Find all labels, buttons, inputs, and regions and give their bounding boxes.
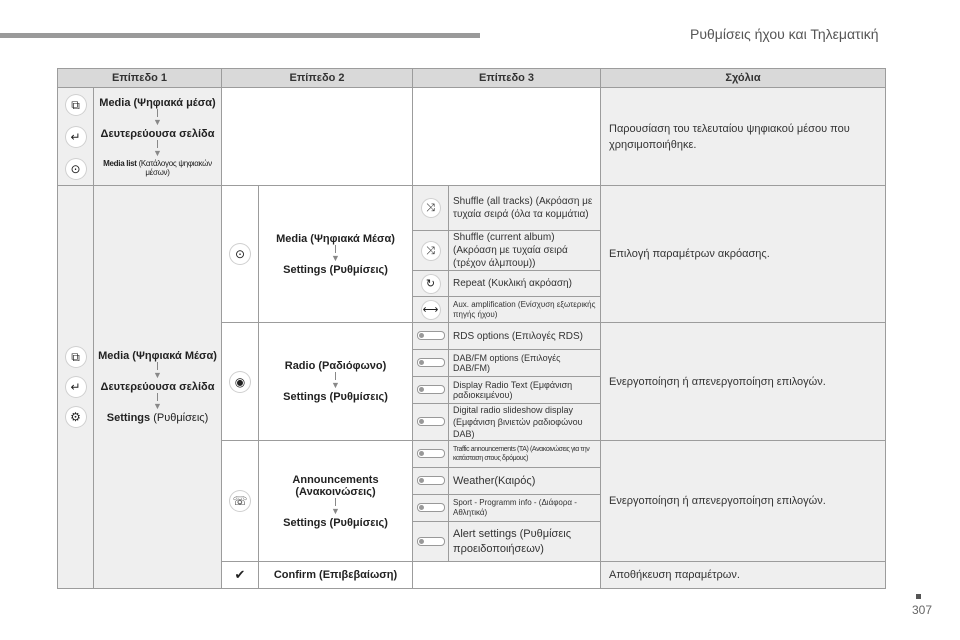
header-comments: Σχόλια xyxy=(601,69,886,88)
icon-cell xyxy=(413,495,449,522)
icon-cell xyxy=(413,404,449,441)
level-radio: Radio (Ραδιόφωνο) xyxy=(284,360,387,372)
media-icon: ⧉ xyxy=(65,94,87,116)
header-level-2: Επίπεδο 2 xyxy=(222,69,413,88)
header-level-1: Επίπεδο 1 xyxy=(58,69,222,88)
icon-cell xyxy=(413,323,449,350)
level-settings-2: Settings (Ρυθμίσεις) xyxy=(283,391,388,403)
level-media-list-desc: (Κατάλογος ψηφιακών μέσων) xyxy=(136,158,212,177)
table-row xyxy=(58,88,886,186)
level-settings-desc: (Ρυθμίσεις) xyxy=(150,412,209,424)
level-media-list: Media list xyxy=(103,158,137,168)
toggle-icon xyxy=(417,417,445,426)
amplification-icon: ⟷ xyxy=(421,300,441,320)
level-settings: Settings xyxy=(106,412,151,424)
empty-cell xyxy=(413,562,601,589)
level-media: Media (Ψηφιακά μέσα) xyxy=(99,96,216,109)
header-bar xyxy=(0,33,480,38)
arrow-down-icon: ▼ xyxy=(259,498,412,517)
option-weather: Weather(Καιρός) xyxy=(449,468,601,495)
level-settings-2: Settings (Ρυθμίσεις) xyxy=(283,516,388,529)
level-media-2: Media (Ψηφιακά Μέσα) xyxy=(276,232,395,245)
disc-icon: ⊙ xyxy=(65,158,87,180)
level-secondary-page: Δευτερεύουσα σελίδα xyxy=(100,127,215,140)
option-alerts: Alert settings (Ρυθμίσεις προειδοποιήσεων) xyxy=(449,522,601,562)
comment-cell: Επιλογή παραμέτρων ακρόασης. xyxy=(601,186,886,323)
toggle-icon xyxy=(417,331,445,340)
option-dab-fm: DAB/FM options (Επιλογές DAB/FM) xyxy=(449,350,601,377)
icon-cell xyxy=(222,186,259,323)
table-row xyxy=(58,186,886,231)
option-repeat: Repeat (Κυκλική ακρόαση) xyxy=(449,271,601,297)
level-announcements: Announcements (Ανακοινώσεις) xyxy=(292,473,379,498)
arrow-down-icon: ▼ xyxy=(94,140,221,159)
empty-cell xyxy=(222,88,413,186)
level-2-cell xyxy=(259,441,413,562)
toggle-icon xyxy=(417,537,445,546)
back-icon: ↵ xyxy=(65,376,87,398)
confirm-label: Confirm (Επιβεβαίωση) xyxy=(259,562,413,589)
arrow-down-icon: ▼ xyxy=(259,245,412,264)
level-settings-2: Settings (Ρυθμίσεις) xyxy=(283,263,388,276)
page-title: Ρυθμίσεις ήχου και Τηλεματική xyxy=(690,26,879,42)
arrow-down-icon: ▼ xyxy=(94,362,221,381)
level-media: Media (Ψηφιακά Μέσα) xyxy=(98,350,217,362)
page-marker xyxy=(916,594,921,599)
shuffle-album-icon: ⤨ xyxy=(421,241,441,261)
icon-cell xyxy=(222,562,259,589)
level-1-cell xyxy=(94,88,222,186)
icon-cell xyxy=(413,441,449,468)
check-icon: ✔ xyxy=(234,567,246,582)
option-shuffle-album: Shuffle (current album) (Ακρόαση με τυχαία σειρά (τρέχον άλμπουμ)) xyxy=(449,231,601,271)
toggle-icon xyxy=(417,385,445,394)
option-shuffle-all: Shuffle (all tracks) (Ακρόαση με τυχαία σειρά (όλα τα κομμάτια) xyxy=(449,186,601,231)
icon-cell xyxy=(413,297,449,323)
icon-cell xyxy=(413,186,449,231)
settings-icon: ⚙ xyxy=(65,406,87,428)
option-dab-slideshow: Digital radio slideshow display (Εμφάνιση βινιετών ραδιοφώνου DAB) xyxy=(449,404,601,441)
option-radio-text: Display Radio Text (Εμφάνιση ραδιοκειμένου) xyxy=(449,377,601,404)
comment-cell: Αποθήκευση παραμέτρων. xyxy=(601,562,886,589)
toggle-icon xyxy=(417,503,445,512)
arrow-down-icon: ▼ xyxy=(259,372,412,391)
media-icon: ⧉ xyxy=(65,346,87,368)
icon-cell xyxy=(58,186,94,589)
comment-cell: Παρουσίαση του τελευταίου ψηφιακού μέσου που χρησιμοποιήθηκε. xyxy=(601,88,886,186)
icon-cell xyxy=(413,377,449,404)
icon-cell xyxy=(222,323,259,441)
toggle-icon xyxy=(417,358,445,367)
shuffle-all-icon: ⤨ xyxy=(421,198,441,218)
level-1-cell xyxy=(94,186,222,589)
arrow-down-icon: ▼ xyxy=(94,109,221,128)
option-traffic: Traffic announcements (TA) (Ανακοινώσεις για την κατάσταση στους δρόμους) xyxy=(449,441,601,468)
settings-table xyxy=(57,68,886,589)
option-rds: RDS options (Επιλογές RDS) xyxy=(449,323,601,350)
page-number: 307 xyxy=(912,603,933,617)
announcements-icon: ☏ xyxy=(229,490,251,512)
comment-cell: Ενεργοποίηση ή απενεργοποίηση επιλογών. xyxy=(601,441,886,562)
toggle-icon xyxy=(417,449,445,458)
comment-cell: Ενεργοποίηση ή απενεργοποίηση επιλογών. xyxy=(601,323,886,441)
icon-cell xyxy=(413,468,449,495)
arrow-down-icon: ▼ xyxy=(94,393,221,412)
level-2-cell xyxy=(259,186,413,323)
toggle-icon xyxy=(417,476,445,485)
icon-cell xyxy=(58,88,94,186)
radio-icon: ◉ xyxy=(229,371,251,393)
icon-cell xyxy=(413,522,449,562)
level-secondary-page: Δευτερεύουσα σελίδα xyxy=(100,381,215,393)
level-2-cell xyxy=(259,323,413,441)
table-header-row xyxy=(58,69,886,88)
icon-cell xyxy=(413,271,449,297)
back-icon: ↵ xyxy=(65,126,87,148)
option-aux-amplification: Aux. amplification (Ενίσχυση εξωτερικής πηγής ήχου) xyxy=(449,297,601,323)
icon-cell xyxy=(413,231,449,271)
icon-cell xyxy=(222,441,259,562)
repeat-icon: ↻ xyxy=(421,274,441,294)
disc-icon: ⊙ xyxy=(229,243,251,265)
icon-cell xyxy=(413,350,449,377)
empty-cell xyxy=(413,88,601,186)
header-level-3: Επίπεδο 3 xyxy=(413,69,601,88)
option-sport: Sport - Programm info - (Διάφορα - Αθλητικά) xyxy=(449,495,601,522)
